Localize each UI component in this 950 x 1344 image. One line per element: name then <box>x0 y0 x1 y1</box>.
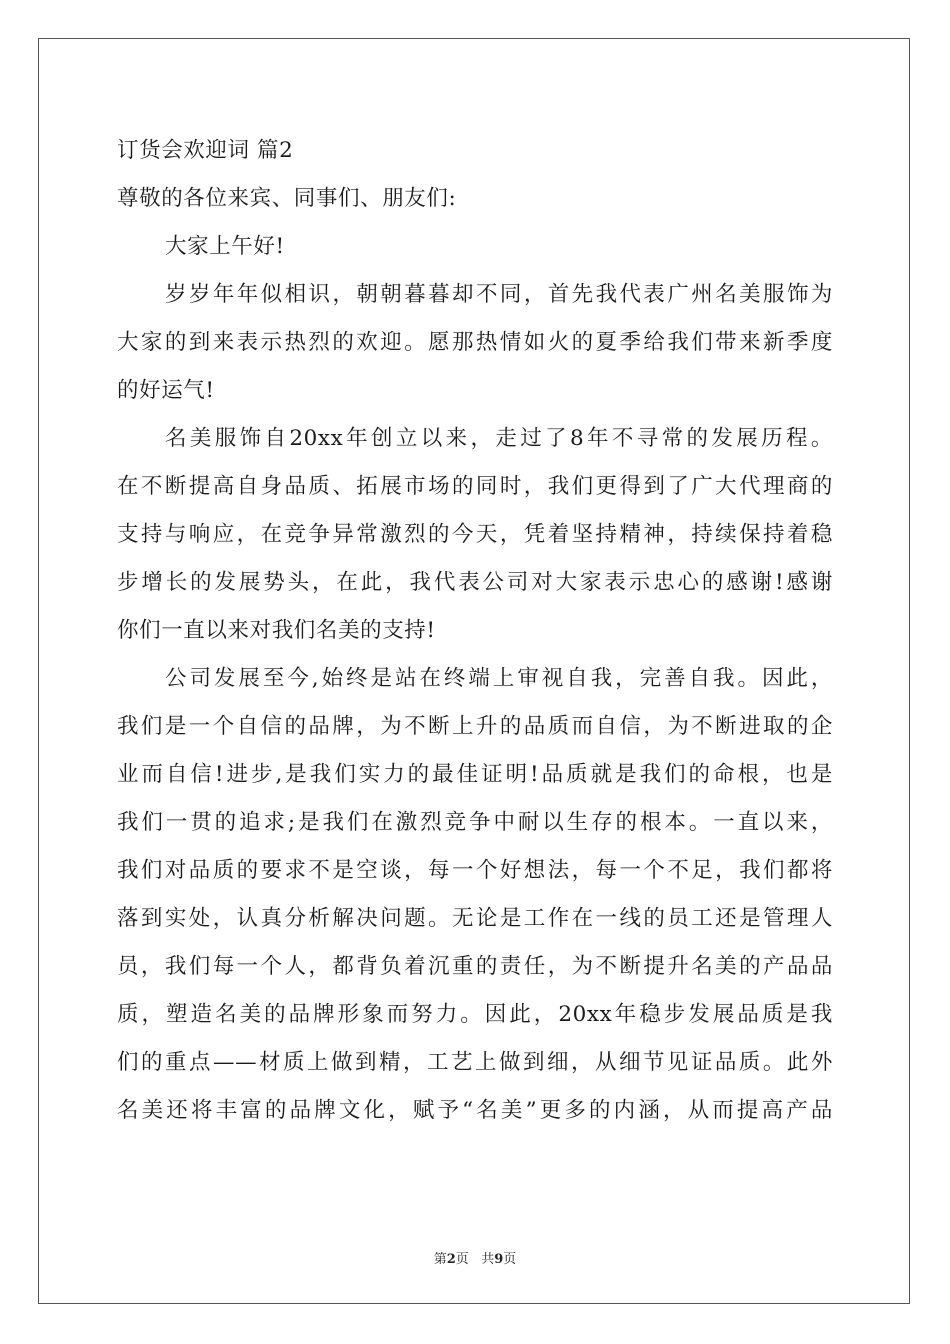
paragraph-line: 名美还将丰富的品牌文化，赋予“名美”更多的内涵，从而提高产品 <box>117 1098 833 1123</box>
document-title: 订货会欢迎词 篇2 <box>117 138 294 163</box>
greeting: 大家上午好! <box>165 234 285 259</box>
paragraph-line: 名美服饰自20xx年创立以来，走过了8年不寻常的发展历程。 <box>165 426 833 451</box>
salutation: 尊敬的各位来宾、同事们、朋友们: <box>117 186 457 211</box>
paragraph-line: 质，塑造名美的品牌形象而努力。因此，20xx年稳步发展品质是我 <box>117 1002 833 1027</box>
paragraph-line: 你们一直以来对我们名美的支持! <box>117 618 436 643</box>
page-prefix: 第 <box>433 1252 447 1267</box>
paragraph-line: 我们是一个自信的品牌，为不断上升的品质而自信，为不断进取的企 <box>117 714 833 739</box>
total-pages: 9 <box>494 1252 504 1267</box>
paragraph-line: 大家的到来表示热烈的欢迎。愿那热情如火的夏季给我们带来新季度 <box>117 330 833 355</box>
paragraph-line: 们的重点——材质上做到精，工艺上做到细，从细节见证品质。此外 <box>117 1050 833 1075</box>
paragraph-line: 步增长的发展势头，在此，我代表公司对大家表示忠心的感谢!感谢 <box>117 570 833 595</box>
paragraph-line: 在不断提高自身品质、拓展市场的同时，我们更得到了广大代理商的 <box>117 474 833 499</box>
paragraph-line: 我们一贯的追求;是我们在激烈竞争中耐以生存的根本。一直以来， <box>117 810 833 835</box>
paragraph-line: 员，我们每一个人，都背负着沉重的责任，为不断提升名美的产品品 <box>117 954 833 979</box>
page-footer <box>0 1248 950 1267</box>
total-prefix: 共 <box>481 1252 495 1267</box>
paragraph-line: 公司发展至今,始终是站在终端上审视自我，完善自我。因此， <box>165 666 833 691</box>
paragraph-line: 业而自信!进步,是我们实力的最佳证明!品质就是我们的命根，也是 <box>117 762 833 787</box>
paragraph-line: 的好运气! <box>117 378 215 403</box>
paragraph-line: 支持与响应，在竞争异常激烈的今天，凭着坚持精神，持续保持着稳 <box>117 522 833 547</box>
paragraph-line: 岁岁年年似相识，朝朝暮暮却不同，首先我代表广州名美服饰为 <box>165 282 833 307</box>
paragraph-line: 我们对品质的要求不是空谈，每一个好想法，每一个不足，我们都将 <box>117 858 833 883</box>
page-suffix: 页 <box>455 1252 469 1267</box>
total-suffix: 页 <box>503 1252 517 1267</box>
document-body <box>117 127 833 1135</box>
page-number: 2 <box>446 1252 456 1267</box>
paragraph-line: 落到实处，认真分析解决问题。无论是工作在一线的员工还是管理人 <box>117 906 833 931</box>
